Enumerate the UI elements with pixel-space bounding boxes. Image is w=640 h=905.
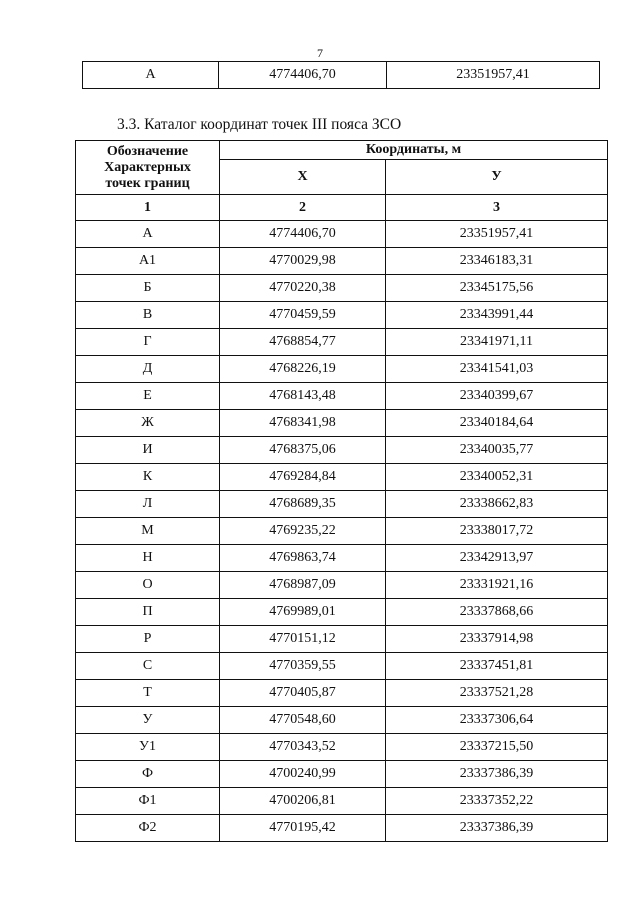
y-coordinate-cell: 23337386,39	[386, 815, 608, 842]
x-coordinate-cell: 4770151,12	[220, 626, 386, 653]
y-coordinate-cell: 23337306,64	[386, 707, 608, 734]
y-coordinate-cell: 23337352,22	[386, 788, 608, 815]
y-coordinate-cell: 23331921,16	[386, 572, 608, 599]
y-coordinate-cell: 23343991,44	[386, 302, 608, 329]
x-coordinate-cell: 4770220,38	[220, 275, 386, 302]
y-coordinate-cell: 23341541,03	[386, 356, 608, 383]
point-cell: Е	[76, 383, 220, 410]
catalog-header	[76, 141, 608, 195]
y-coordinate-cell: 23342913,97	[386, 545, 608, 572]
point-cell: А1	[76, 248, 220, 275]
point-cell: П	[76, 599, 220, 626]
column-number-2: 2	[220, 195, 386, 221]
table-row	[76, 545, 608, 572]
table-row	[76, 302, 608, 329]
column-number-3: 3	[386, 195, 608, 221]
point-cell: У1	[76, 734, 220, 761]
point-cell: И	[76, 437, 220, 464]
point-cell: Н	[76, 545, 220, 572]
table-row	[76, 788, 608, 815]
point-cell: Ф	[76, 761, 220, 788]
x-coordinate-cell: 4770029,98	[220, 248, 386, 275]
x-coordinate-cell: 4769284,84	[220, 464, 386, 491]
point-cell: У	[76, 707, 220, 734]
table-row	[76, 491, 608, 518]
y-coordinate-cell: 23340399,67	[386, 383, 608, 410]
point-column-header-line3: точек границ	[105, 175, 190, 191]
table-row	[83, 62, 600, 89]
table-row	[76, 329, 608, 356]
point-cell: А	[76, 221, 220, 248]
point-cell: Ф2	[76, 815, 220, 842]
x-coordinate-cell: 4700240,99	[220, 761, 386, 788]
x-coordinate-cell: 4768143,48	[220, 383, 386, 410]
table-row	[76, 734, 608, 761]
x-coordinate-cell: 4768341,98	[220, 410, 386, 437]
section-title: 3.3. Каталог координат точек III пояса ЗСО	[117, 116, 402, 133]
y-coordinate-cell: 23337451,81	[386, 653, 608, 680]
x-coordinate-cell: 4769863,74	[220, 545, 386, 572]
table-row	[76, 383, 608, 410]
y-coordinate-cell: 23340184,64	[386, 410, 608, 437]
x-coordinate-cell: 4769235,22	[220, 518, 386, 545]
column-number-row	[76, 195, 608, 221]
point-column-header	[76, 141, 220, 195]
x-coordinate-cell: 4770195,42	[220, 815, 386, 842]
x-coordinate-cell: 4774406,70	[219, 62, 387, 89]
column-number-1: 1	[76, 195, 220, 221]
y-column-header: У	[386, 160, 608, 195]
continued-coordinates-table	[82, 61, 600, 89]
table-row	[76, 248, 608, 275]
point-cell: Д	[76, 356, 220, 383]
point-cell: С	[76, 653, 220, 680]
point-cell: О	[76, 572, 220, 599]
x-coordinate-cell: 4768375,06	[220, 437, 386, 464]
table-row	[76, 518, 608, 545]
x-coordinate-cell: 4768987,09	[220, 572, 386, 599]
y-coordinate-cell: 23340052,31	[386, 464, 608, 491]
y-coordinate-cell: 23337914,98	[386, 626, 608, 653]
x-coordinate-cell: 4768689,35	[220, 491, 386, 518]
y-coordinate-cell: 23346183,31	[386, 248, 608, 275]
table-row	[76, 761, 608, 788]
x-column-header: Х	[220, 160, 386, 195]
coordinates-catalog-table	[75, 140, 608, 842]
y-coordinate-cell: 23337215,50	[386, 734, 608, 761]
table-row	[76, 356, 608, 383]
table-row	[76, 221, 608, 248]
table-row	[76, 680, 608, 707]
point-cell: Ж	[76, 410, 220, 437]
point-cell: М	[76, 518, 220, 545]
point-cell: Г	[76, 329, 220, 356]
table-row	[76, 464, 608, 491]
point-cell: К	[76, 464, 220, 491]
point-cell: Л	[76, 491, 220, 518]
x-coordinate-cell: 4770459,59	[220, 302, 386, 329]
y-coordinate-cell: 23340035,77	[386, 437, 608, 464]
point-cell: Т	[76, 680, 220, 707]
x-coordinate-cell: 4700206,81	[220, 788, 386, 815]
y-coordinate-cell: 23337386,39	[386, 761, 608, 788]
catalog-body	[76, 195, 608, 842]
x-coordinate-cell: 4770405,87	[220, 680, 386, 707]
x-coordinate-cell: 4770548,60	[220, 707, 386, 734]
x-coordinate-cell: 4769989,01	[220, 599, 386, 626]
coordinates-column-header: Координаты, м	[220, 141, 608, 160]
point-cell: Ф1	[76, 788, 220, 815]
point-column-header-line1: Обозначение	[106, 143, 189, 159]
y-coordinate-cell: 23338017,72	[386, 518, 608, 545]
table-row	[76, 626, 608, 653]
point-cell: А	[83, 62, 219, 89]
y-coordinate-cell: 23345175,56	[386, 275, 608, 302]
y-coordinate-cell: 23337868,66	[386, 599, 608, 626]
y-coordinate-cell: 23337521,28	[386, 680, 608, 707]
y-coordinate-cell: 23351957,41	[387, 62, 600, 89]
table-row	[76, 572, 608, 599]
point-column-header-line2: Характерных	[104, 159, 191, 175]
x-coordinate-cell: 4774406,70	[220, 221, 386, 248]
y-coordinate-cell: 23338662,83	[386, 491, 608, 518]
table-row	[76, 275, 608, 302]
point-cell: В	[76, 302, 220, 329]
table-row	[76, 410, 608, 437]
x-coordinate-cell: 4768226,19	[220, 356, 386, 383]
point-cell: Р	[76, 626, 220, 653]
table-row	[76, 815, 608, 842]
y-coordinate-cell: 23351957,41	[386, 221, 608, 248]
table-row	[76, 437, 608, 464]
table-row	[76, 653, 608, 680]
x-coordinate-cell: 4770343,52	[220, 734, 386, 761]
y-coordinate-cell: 23341971,11	[386, 329, 608, 356]
point-cell: Б	[76, 275, 220, 302]
table-row	[76, 707, 608, 734]
continued-table-body	[83, 62, 600, 89]
page-number: 7	[317, 46, 323, 60]
table-row	[76, 599, 608, 626]
x-coordinate-cell: 4770359,55	[220, 653, 386, 680]
x-coordinate-cell: 4768854,77	[220, 329, 386, 356]
